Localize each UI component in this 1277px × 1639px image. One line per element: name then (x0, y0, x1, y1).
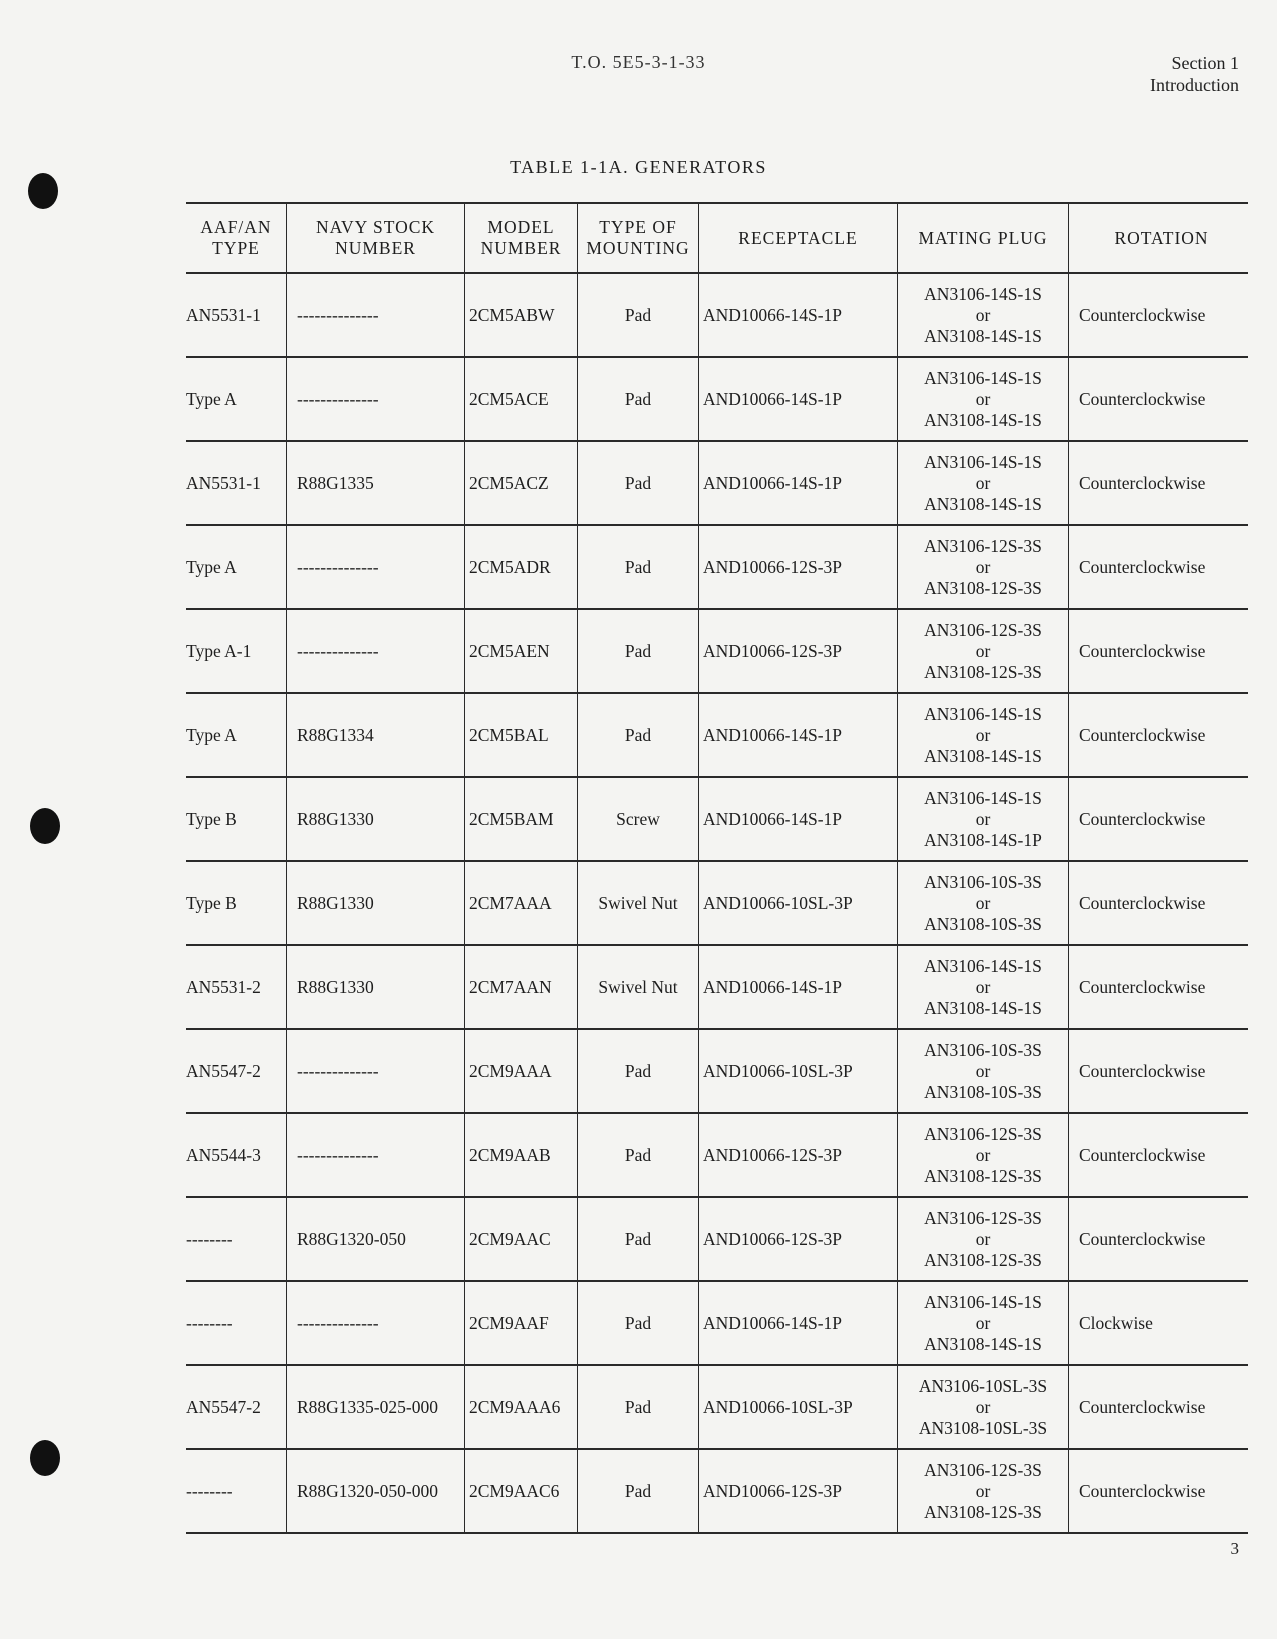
cell-navy-stock-number: R88G1334 (287, 693, 465, 777)
cell-rotation: Counterclockwise (1069, 1449, 1249, 1533)
table-row (186, 1113, 1248, 1197)
cell-receptacle: AND10066-12S-3P (699, 1449, 898, 1533)
cell-model-number: 2CM5AEN (465, 609, 578, 693)
mating-plug-line: or (975, 1312, 991, 1333)
cell-type-of-mounting: Swivel Nut (578, 861, 699, 945)
cell-rotation: Counterclockwise (1069, 441, 1249, 525)
table-header (186, 203, 1248, 273)
mating-plug-line: or (975, 724, 991, 745)
cell-aaf-an-type: AN5531-1 (186, 472, 261, 493)
table-row (186, 693, 1248, 777)
mating-plug-line: AN3108-10SL-3S (918, 1417, 1048, 1438)
cell-aaf-an-type: Type A (186, 724, 237, 745)
mating-plug-line: or (975, 892, 991, 913)
table-title: TABLE 1-1A. GENERATORS (510, 157, 767, 177)
cell-model-number: 2CM5ACE (465, 357, 578, 441)
cell-mating-plug (898, 609, 1069, 693)
mating-plug-line: or (975, 640, 991, 661)
table-row (186, 1197, 1248, 1281)
cell-receptacle: AND10066-14S-1P (699, 441, 898, 525)
section-header (1150, 52, 1239, 96)
column-header-mating-plug (898, 203, 1069, 273)
column-header-line: NUMBER (480, 238, 562, 258)
cell-type-of-mounting: Swivel Nut (578, 945, 699, 1029)
column-header-aaf-an-type (186, 203, 287, 273)
cell-aaf-an-type: Type A (186, 388, 237, 409)
mating-plug-line: AN3108-12S-3S (924, 1165, 1042, 1186)
cell-model-number: 2CM7AAN (465, 945, 578, 1029)
document-number: T.O. 5E5-3-1-33 (571, 52, 706, 72)
cell-type-of-mounting: Pad (578, 273, 699, 357)
mating-plug-line: or (975, 1144, 991, 1165)
table-row (186, 441, 1248, 525)
cell-type-of-mounting: Pad (578, 1449, 699, 1533)
cell-receptacle: AND10066-10SL-3P (699, 1365, 898, 1449)
section-title: Introduction (1150, 75, 1239, 95)
table-row (186, 273, 1248, 357)
table-row (186, 357, 1248, 441)
cell-type-of-mounting: Pad (578, 357, 699, 441)
cell-model-number: 2CM5ADR (465, 525, 578, 609)
cell-aaf-an-type: AN5547-2 (186, 1396, 261, 1417)
cell-aaf-an-type: AN5544-3 (186, 1144, 261, 1165)
cell-type-of-mounting: Pad (578, 441, 699, 525)
cell-rotation: Counterclockwise (1069, 609, 1249, 693)
mating-plug-line: or (975, 1396, 991, 1417)
cell-navy-stock-number: R88G1335-025-000 (287, 1365, 465, 1449)
cell-type-of-mounting: Pad (578, 609, 699, 693)
cell-aaf-an-type: -------- (186, 1312, 233, 1333)
column-header-line: RECEPTACLE (738, 227, 858, 248)
column-header-model-number (465, 203, 578, 273)
cell-mating-plug (898, 861, 1069, 945)
cell-mating-plug (898, 1281, 1069, 1365)
section-label: Section 1 (1171, 53, 1239, 73)
cell-receptacle: AND10066-10SL-3P (699, 861, 898, 945)
cell-navy-stock-number: R88G1330 (287, 945, 465, 1029)
cell-rotation: Counterclockwise (1069, 1029, 1249, 1113)
cell-mating-plug (898, 1197, 1069, 1281)
cell-model-number: 2CM9AAA6 (465, 1365, 578, 1449)
cell-navy-stock-number: R88G1335 (287, 441, 465, 525)
table-row (186, 777, 1248, 861)
mating-plug-line: AN3106-10SL-3S (918, 1375, 1048, 1396)
cell-type-of-mounting: Screw (578, 777, 699, 861)
mating-plug-line: or (975, 556, 991, 577)
mating-plug-line: or (975, 472, 991, 493)
column-header-line: MATING PLUG (918, 227, 1048, 248)
cell-model-number: 2CM9AAC6 (465, 1449, 578, 1533)
table-row (186, 1449, 1248, 1533)
cell-mating-plug (898, 777, 1069, 861)
mating-plug-line: AN3108-12S-3S (924, 577, 1042, 598)
cell-model-number: 2CM9AAA (465, 1029, 578, 1113)
cell-receptacle: AND10066-14S-1P (699, 693, 898, 777)
mating-plug-line: AN3108-14S-1S (924, 997, 1042, 1018)
cell-navy-stock-number: -------------- (287, 273, 465, 357)
mating-plug-line: AN3108-14S-1S (924, 745, 1042, 766)
mating-plug-line: AN3106-12S-3S (924, 1123, 1042, 1144)
mating-plug-line: or (975, 1060, 991, 1081)
mating-plug-line: or (975, 304, 991, 325)
cell-mating-plug (898, 693, 1069, 777)
cell-rotation: Clockwise (1069, 1281, 1249, 1365)
cell-rotation: Counterclockwise (1069, 357, 1249, 441)
cell-rotation: Counterclockwise (1069, 273, 1249, 357)
cell-receptacle: AND10066-14S-1P (699, 357, 898, 441)
mating-plug-line: AN3106-14S-1S (924, 451, 1042, 472)
cell-aaf-an-type: Type A (186, 556, 237, 577)
cell-mating-plug (898, 525, 1069, 609)
cell-navy-stock-number: -------------- (287, 1029, 465, 1113)
cell-type-of-mounting: Pad (578, 1281, 699, 1365)
cell-aaf-an-type: Type B (186, 892, 237, 913)
punch-hole-top (28, 173, 58, 209)
cell-mating-plug (898, 1029, 1069, 1113)
column-header-line: NAVY STOCK (315, 217, 436, 237)
punch-hole-bottom (30, 1440, 60, 1476)
cell-type-of-mounting: Pad (578, 693, 699, 777)
mating-plug-line: AN3108-14S-1P (924, 829, 1042, 850)
mating-plug-line: AN3106-14S-1S (924, 955, 1042, 976)
mating-plug-line: AN3108-14S-1S (924, 1333, 1042, 1354)
cell-receptacle: AND10066-12S-3P (699, 525, 898, 609)
mating-plug-line: AN3108-14S-1S (924, 409, 1042, 430)
cell-aaf-an-type: Type B (186, 808, 237, 829)
cell-type-of-mounting: Pad (578, 1197, 699, 1281)
page-number: 3 (1230, 1539, 1239, 1558)
mating-plug-line: AN3106-14S-1S (924, 367, 1042, 388)
cell-mating-plug (898, 1113, 1069, 1197)
cell-rotation: Counterclockwise (1069, 1197, 1249, 1281)
generators-table (186, 202, 1248, 1534)
mating-plug-line: or (975, 1228, 991, 1249)
table-body (186, 273, 1248, 1533)
cell-rotation: Counterclockwise (1069, 1365, 1249, 1449)
cell-mating-plug (898, 357, 1069, 441)
column-header-line: ROTATION (1114, 227, 1209, 248)
mating-plug-line: AN3106-14S-1S (924, 1291, 1042, 1312)
column-header-rotation (1069, 203, 1249, 273)
column-header-line: TYPE (212, 238, 260, 258)
table-row (186, 525, 1248, 609)
mating-plug-line: AN3106-10S-3S (924, 871, 1042, 892)
mating-plug-line: AN3108-12S-3S (924, 661, 1042, 682)
cell-mating-plug (898, 1365, 1069, 1449)
cell-navy-stock-number: R88G1330 (287, 861, 465, 945)
cell-navy-stock-number: R88G1320-050-000 (287, 1449, 465, 1533)
cell-mating-plug (898, 1449, 1069, 1533)
cell-mating-plug (898, 273, 1069, 357)
cell-type-of-mounting: Pad (578, 1029, 699, 1113)
mating-plug-line: AN3108-12S-3S (924, 1249, 1042, 1270)
cell-aaf-an-type: AN5531-2 (186, 976, 261, 997)
column-header-line: TYPE OF (599, 217, 677, 237)
cell-model-number: 2CM9AAC (465, 1197, 578, 1281)
column-header-line: MOUNTING (586, 238, 690, 258)
mating-plug-line: AN3106-12S-3S (924, 1459, 1042, 1480)
cell-receptacle: AND10066-12S-3P (699, 1197, 898, 1281)
cell-receptacle: AND10066-12S-3P (699, 609, 898, 693)
punch-hole-middle (30, 808, 60, 844)
cell-model-number: 2CM7AAA (465, 861, 578, 945)
column-header-navy-stock-number (287, 203, 465, 273)
cell-model-number: 2CM9AAF (465, 1281, 578, 1365)
column-header-line: NUMBER (335, 238, 416, 258)
mating-plug-line: or (975, 808, 991, 829)
mating-plug-line: AN3106-14S-1S (924, 787, 1042, 808)
column-header-line: MODEL (487, 217, 555, 237)
mating-plug-line: AN3106-14S-1S (924, 283, 1042, 304)
mating-plug-line: or (975, 976, 991, 997)
cell-aaf-an-type: Type A-1 (186, 640, 252, 661)
mating-plug-line: AN3108-14S-1S (924, 325, 1042, 346)
cell-type-of-mounting: Pad (578, 525, 699, 609)
cell-receptacle: AND10066-10SL-3P (699, 1029, 898, 1113)
table-row (186, 1281, 1248, 1365)
cell-rotation: Counterclockwise (1069, 693, 1249, 777)
cell-navy-stock-number: -------------- (287, 525, 465, 609)
cell-navy-stock-number: -------------- (287, 609, 465, 693)
mating-plug-line: or (975, 1480, 991, 1501)
column-header-type-of-mounting (578, 203, 699, 273)
cell-receptacle: AND10066-14S-1P (699, 945, 898, 1029)
cell-model-number: 2CM5BAM (465, 777, 578, 861)
cell-aaf-an-type: AN5547-2 (186, 1060, 261, 1081)
cell-navy-stock-number: -------------- (287, 1113, 465, 1197)
table-row (186, 861, 1248, 945)
table-row (186, 945, 1248, 1029)
mating-plug-line: AN3108-10S-3S (924, 1081, 1042, 1102)
header-row (186, 203, 1248, 273)
table-row (186, 1029, 1248, 1113)
mating-plug-line: AN3106-12S-3S (924, 619, 1042, 640)
column-header-receptacle (699, 203, 898, 273)
cell-aaf-an-type: -------- (186, 1228, 233, 1249)
mating-plug-line: AN3106-12S-3S (924, 1207, 1042, 1228)
mating-plug-line: AN3106-12S-3S (924, 535, 1042, 556)
cell-rotation: Counterclockwise (1069, 777, 1249, 861)
cell-rotation: Counterclockwise (1069, 861, 1249, 945)
cell-receptacle: AND10066-14S-1P (699, 273, 898, 357)
cell-navy-stock-number: -------------- (287, 1281, 465, 1365)
cell-rotation: Counterclockwise (1069, 945, 1249, 1029)
cell-receptacle: AND10066-14S-1P (699, 777, 898, 861)
cell-model-number: 2CM5BAL (465, 693, 578, 777)
cell-receptacle: AND10066-12S-3P (699, 1113, 898, 1197)
mating-plug-line: AN3106-14S-1S (924, 703, 1042, 724)
cell-aaf-an-type: -------- (186, 1480, 233, 1501)
column-header-line: AAF/AN (200, 217, 272, 237)
cell-type-of-mounting: Pad (578, 1113, 699, 1197)
mating-plug-line: AN3108-14S-1S (924, 493, 1042, 514)
cell-rotation: Counterclockwise (1069, 1113, 1249, 1197)
table-row (186, 609, 1248, 693)
cell-navy-stock-number: R88G1320-050 (287, 1197, 465, 1281)
cell-aaf-an-type: AN5531-1 (186, 304, 261, 325)
mating-plug-line: AN3108-10S-3S (924, 913, 1042, 934)
mating-plug-line: AN3106-10S-3S (924, 1039, 1042, 1060)
cell-mating-plug (898, 945, 1069, 1029)
cell-mating-plug (898, 441, 1069, 525)
cell-receptacle: AND10066-14S-1P (699, 1281, 898, 1365)
cell-model-number: 2CM5ACZ (465, 441, 578, 525)
cell-navy-stock-number: -------------- (287, 357, 465, 441)
mating-plug-line: or (975, 388, 991, 409)
table-row (186, 1365, 1248, 1449)
mating-plug-line: AN3108-12S-3S (924, 1501, 1042, 1522)
cell-rotation: Counterclockwise (1069, 525, 1249, 609)
cell-type-of-mounting: Pad (578, 1365, 699, 1449)
cell-navy-stock-number: R88G1330 (287, 777, 465, 861)
cell-model-number: 2CM9AAB (465, 1113, 578, 1197)
cell-model-number: 2CM5ABW (465, 273, 578, 357)
